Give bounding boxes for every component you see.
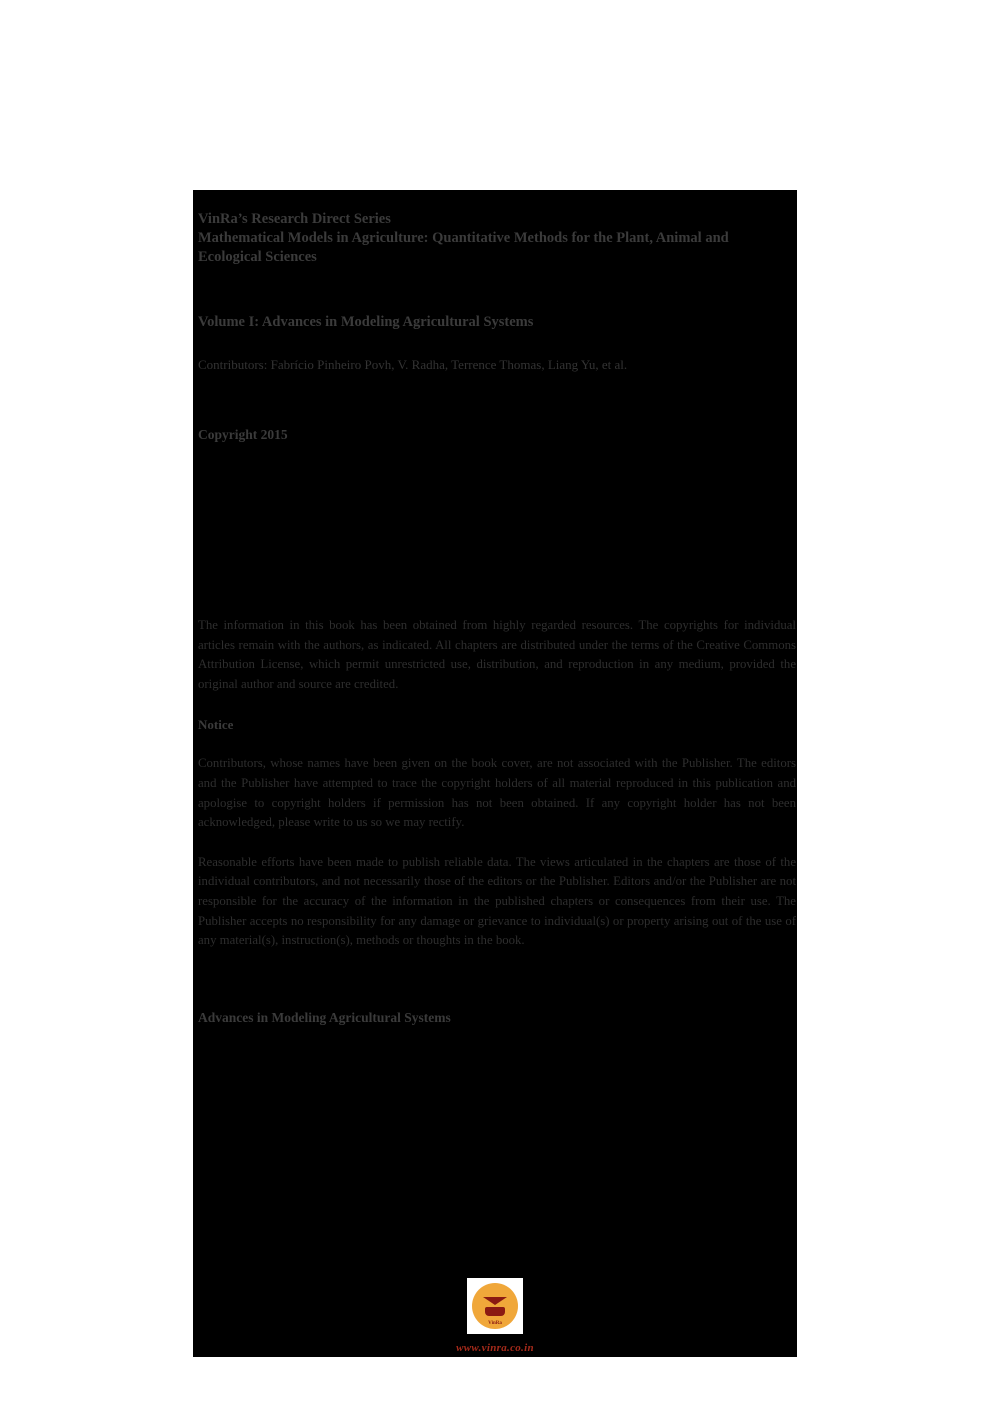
notice-heading: Notice (198, 717, 234, 733)
copyright-line: Copyright 2015 (198, 427, 288, 442)
series-title: VinRa’s Research Direct Series (198, 211, 391, 227)
volume-title: Volume I: Advances in Modeling Agricultural Systems (198, 314, 534, 330)
notice-paragraph-2: Reasonable efforts have been made to publish reliable data. The views articulated in the chapters are those of the individual contributors, and not necessarily those of the editors or the Publisher. Editors and/or the Publisher are not responsible for the accuracy of the information in the published chapters or consequences from their use. The Publisher accepts no responsibility for any damage or grievance to individual(s) or property arising out of the use of any material(s), instruction(s), methods or thoughts in the book. (198, 854, 796, 948)
publisher-logo (467, 1278, 523, 1334)
book-shape (485, 1307, 505, 1316)
notice-paragraph-1: Contributors, whose names have been given on the book cover, are not associated with the Publisher. The editors and the Publisher have attempted to trace the copyright holders of all material reproduced in this publication and apologise to copyright holders if permission has not been obtained. If any copyright holder has not been acknowledged, please write to us so we may rectify. (198, 756, 796, 830)
book-main-title: Mathematical Models in Agriculture: Quantitative Methods for the Plant, Animal and Ecological Sciences (198, 230, 729, 265)
information-paragraph: The information in this book has been obtained from highly regarded resources. The copyrights for individual articles remain with the authors, as indicated. All chapters are distributed under the terms of the Creative Commons Attribution License, which permit unrestricted use, distribution, and reproduction in any medium, provided the original author and source are credited. (198, 618, 796, 691)
document-page (193, 190, 797, 1357)
contributors-line: Contributors: Fabrício Pinheiro Povh, V. Radha, Terrence Thomas, Liang Yu, et al. (198, 357, 628, 372)
volume-footer-title: Advances in Modeling Agricultural Systems (198, 1009, 451, 1025)
publisher-website[interactable]: www.vinra.co.in (456, 1342, 534, 1354)
page-content (198, 210, 797, 1027)
cap-shape (483, 1297, 507, 1305)
graduation-cap-icon (472, 1283, 518, 1329)
logo-label: VinRa (488, 1321, 502, 1326)
